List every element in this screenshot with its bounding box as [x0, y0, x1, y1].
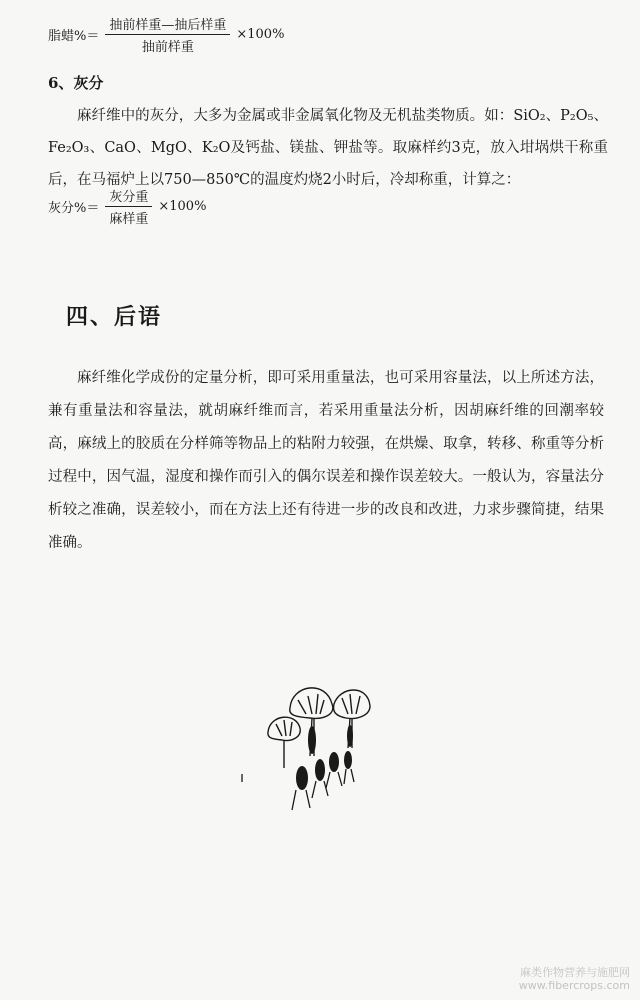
formula-label: 灰分%＝ [48, 201, 100, 216]
formula-fraction [105, 186, 152, 227]
formula-numerator: 抽前样重—抽后样重 [105, 14, 230, 35]
formula-factor: ×100% [158, 199, 207, 214]
formula-label: 脂蜡%＝ [48, 29, 100, 44]
ash-section-heading: 6、灰分 [48, 74, 104, 92]
formula-numerator: 灰分重 [105, 186, 152, 207]
trees-and-people-sketch-icon [230, 670, 400, 824]
watermark-url: www.fibercrops.com [518, 979, 630, 992]
formula-denominator: 麻样重 [109, 212, 149, 227]
formula-fraction [105, 14, 230, 55]
wax-content-formula [48, 14, 284, 55]
ash-content-formula [48, 186, 206, 227]
ash-section-paragraph: 麻纤维中的灰分，大多为金属或非金属氧化物及无机盐类物质。如：SiO₂、P₂O₅、Fe₂O₃、CaO、MgO、K₂O及钙盐、镁盐、钾盐等。取麻样约3克，放入坩埚烘干称重后，在马福炉上以750—850℃的温度灼烧2小时后，冷却称重，计算之： [48, 108, 608, 188]
formula-factor: ×100% [236, 27, 285, 42]
formula-denominator: 抽前样重 [141, 40, 194, 55]
conclusion-heading: 四、后语 [66, 304, 163, 330]
watermark-site-name: 麻类作物营养与施肥网 [520, 966, 630, 979]
conclusion-paragraph: 麻纤维化学成份的定量分析，即可采用重量法，也可采用容量法，以上所述方法，兼有重量法和容量法，就胡麻纤维而言，若采用重量法分析，因胡麻纤维的回潮率较高，麻绒上的胶质在分样筛等物品上的粘附力较强，在烘燥、取拿，转移、称重等分析过程中，因气温，湿度和操作而引入的偶尔误差和操作误差较大。一般认为，容量法分析较之准确，误差较小，而在方法上还有待进一步的改良和改进，力求步骤简捷，结果准确。 [48, 370, 604, 551]
site-watermark [519, 966, 630, 992]
